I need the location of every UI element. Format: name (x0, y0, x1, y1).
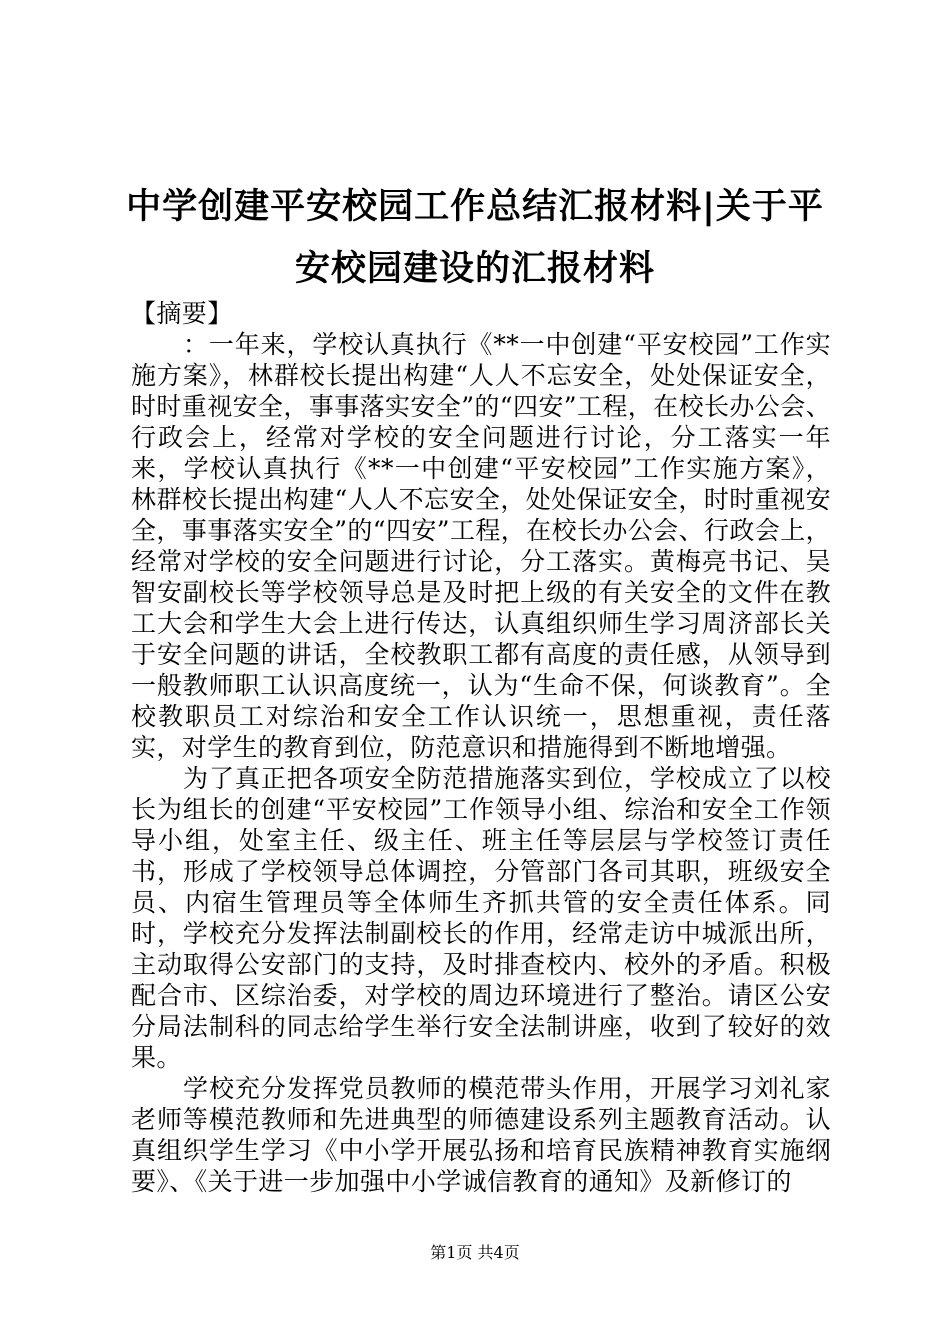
document-body (131, 298, 831, 1197)
abstract-label: 【摘要】 (131, 299, 233, 328)
paragraph-2: 为了真正把各项安全防范措施落实到位，学校成立了以校长为组长的创建“平安校园”工作领导小组、综治和安全工作领导小组，处室主任、级主任、班主任等层层与学校签订责任书，形成了学校领导总体调控，分管部门各司其职，班级安全员、内宿生管理员等全体师生齐抓共管的安全责任体系。同时，学校充分发挥法制副校长的作用，经常走访中城派出所，主动取得公安部门的支持，及时排查校内、校外的矛盾。积极配合市、区综治委，对学校的周边环境进行了整治。请区公安分局法制科的同志给学生举行安全法制讲座，收到了较好的效果。 (131, 764, 831, 1072)
document-title: 中学创建平安校园工作总结汇报材料|关于平安校园建设的汇报材料 (126, 187, 824, 289)
page-footer: 第1页 共4页 (430, 1243, 520, 1262)
paragraph-3: 学校充分发挥党员教师的模范带头作用，开展学习刘礼家老师等模范教师和先进典型的师德建设系列主题教育活动。认真组织学生学习《中小学开展弘扬和培育民族精神教育实施纲要》、《关于进一步加强中小学诚信教育的通知》及新修订的 (131, 1074, 831, 1196)
paragraph-1: ：一年来，学校认真执行《**一中创建“平安校园”工作实施方案》，林群校长提出构建“人人不忘安全，处处保证安全，时时重视安全，事事落实安全”的“四安”工程，在校长办公会、行政会上，经常对学校的安全问题进行讨论，分工落实一年来，学校认真执行《**一中创建“平安校园”工作实施方案》，林群校长提出构建“人人不忘安全，处处保证安全，时时重视安全，事事落实安全”的“四安”工程，在校长办公会、行政会上，经常对学校的安全问题进行讨论，分工落实。黄梅亮书记、吴智安副校长等学校领导总是及时把上级的有关安全的文件在教工大会和学生大会上进行传达，认真组织师生学习周济部长关于安全问题的讲话，全校教职工都有高度的责任感，从领导到一般教师职工认识高度统一，认为“生命不保，何谈教育”。全校教职员工对综治和安全工作认识统一，思想重视，责任落实，对学生的教育到位，防范意识和措施得到不断地增强。 (131, 330, 831, 762)
